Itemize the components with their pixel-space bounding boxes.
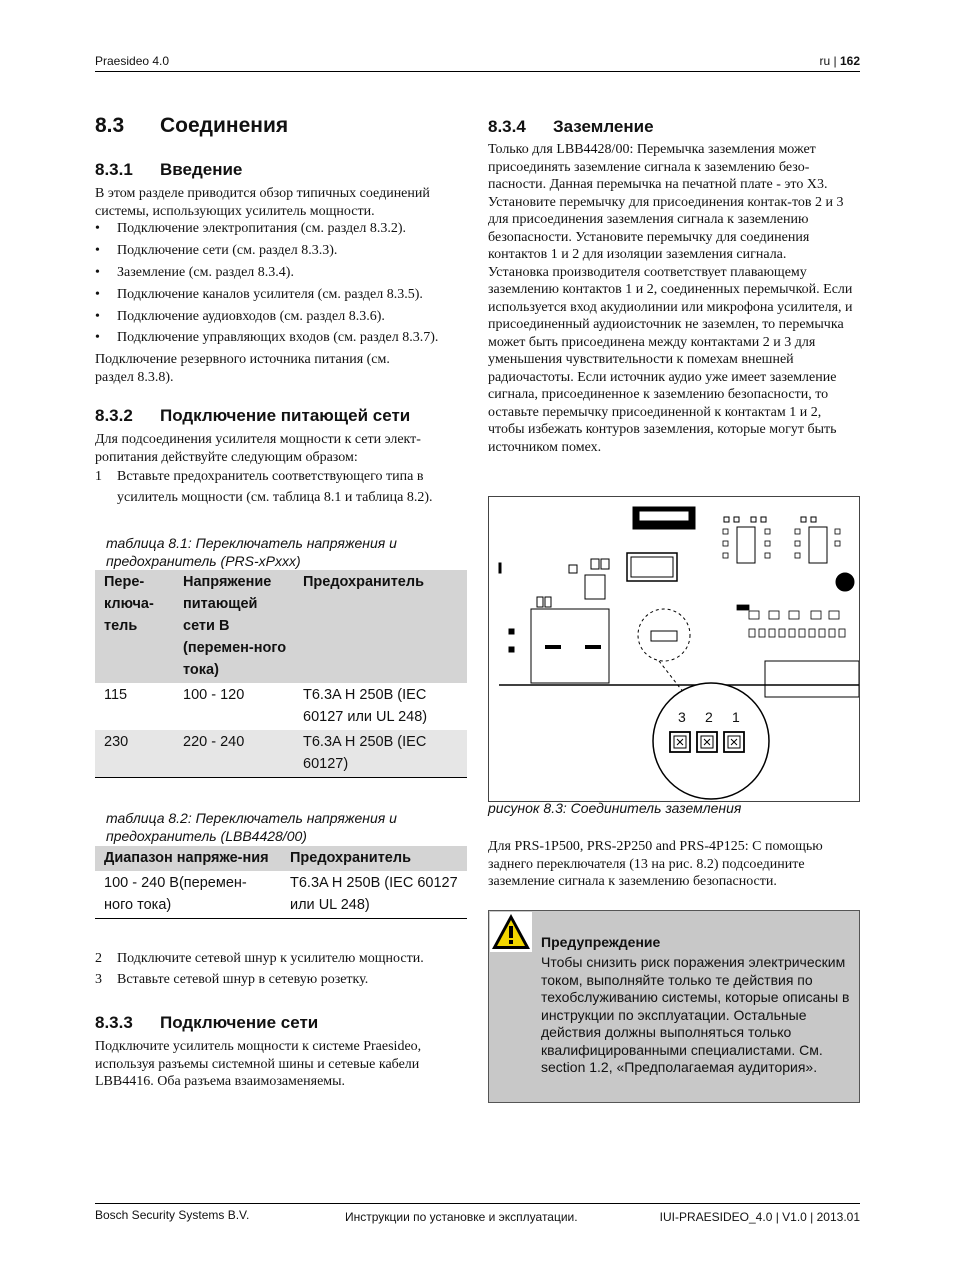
step-number: 2 bbox=[95, 951, 102, 966]
section-title: Подключение питающей сети bbox=[160, 406, 411, 425]
list-item bbox=[95, 969, 467, 990]
section-8-3-1-body bbox=[95, 185, 467, 386]
section-number: 8.3 bbox=[95, 114, 125, 137]
table-header-cell: Пере-ключа-тель bbox=[95, 570, 174, 683]
ground-connector-figure bbox=[488, 496, 860, 802]
table-cell: T6.3A H 250B (IEC 60127 или UL 248) bbox=[290, 875, 458, 913]
footer-document-id: IUI-PRAESIDEO_4.0 | V1.0 | 2013.01 bbox=[659, 1210, 860, 1224]
pin-label: 3 bbox=[678, 709, 686, 725]
connection-list bbox=[95, 220, 467, 347]
section-title: Соединения bbox=[160, 114, 289, 137]
list-item bbox=[95, 466, 467, 508]
steps-list bbox=[95, 466, 467, 508]
section-8-3-heading bbox=[95, 114, 288, 138]
table-cell: 230 bbox=[95, 730, 174, 778]
table-cell: 115 bbox=[104, 687, 128, 703]
header-page-info bbox=[820, 54, 861, 68]
table-row bbox=[95, 730, 467, 778]
table-cell: T6.3A H 250B (IEC 60127) bbox=[294, 730, 467, 778]
list-item: • Заземление (см. раздел 8.3.4). bbox=[95, 264, 467, 282]
header-rule bbox=[95, 71, 860, 72]
section-8-3-4-body bbox=[488, 141, 858, 456]
footer-company: Bosch Security Systems B.V. bbox=[95, 1208, 250, 1222]
table-1 bbox=[95, 570, 467, 778]
table-header-cell: Диапазон напряже-ния bbox=[95, 846, 281, 871]
intro-paragraph: Для подсоединения усилителя мощности к сети элект-ропитания действуйте следующим образом: bbox=[95, 432, 421, 465]
list-item: • Подключение каналов усилителя (см. раздел 8.3.5). bbox=[95, 286, 467, 304]
section-number: 8.3.4 bbox=[488, 117, 526, 136]
section-number: 8.3.3 bbox=[95, 1013, 133, 1032]
step-number: 1 bbox=[95, 469, 102, 484]
body-paragraph: Для PRS-1P500, PRS-2P250 and PRS-4P125: С помощью заднего переключателя (13 на рис. 8.2) подсоедините заземление сигнала к заземлению безопасности. bbox=[488, 839, 823, 889]
section-8-3-2-body bbox=[95, 431, 467, 508]
footer-document-title: Инструкции по установке и эксплуатации. bbox=[345, 1210, 578, 1224]
footer-rule bbox=[95, 1203, 860, 1204]
table-header-cell: Предохранитель bbox=[294, 570, 467, 683]
list-item: • Подключение сети (см. раздел 8.3.3). bbox=[95, 242, 467, 260]
warning-text: Чтобы снизить риск поражения электрическим током, выполняйте только те действия по техобслуживанию системы, которые описаны в инструкции по эксплуатации. Остальные действия должны выполняться только квалифицированными специалистами. См. section 1.2, «Предполагаемая аудитория». bbox=[541, 954, 850, 1075]
pcb-drawing bbox=[489, 497, 859, 801]
warning-box bbox=[488, 910, 860, 1103]
table-row bbox=[95, 871, 467, 919]
list-item: • Подключение управляющих входов (см. раздел 8.3.7). bbox=[95, 329, 467, 347]
section-title: Введение bbox=[160, 160, 243, 179]
list-item: • Подключение электропитания (см. раздел 8.3.2). bbox=[95, 220, 467, 238]
section-8-3-3-heading bbox=[95, 1013, 318, 1033]
steps-continued bbox=[95, 948, 467, 990]
table-2 bbox=[95, 846, 467, 919]
table-cell: 100 - 240 В(перемен-ного тока) bbox=[104, 875, 247, 913]
pin-label: 2 bbox=[705, 709, 713, 725]
step-text: Вставьте предохранитель соответствующего типа в усилитель мощности (см. таблица 8.1 и таблица 8.2). bbox=[117, 469, 433, 505]
table-header-cell: Напряжение питающей сети В (перемен-ного тока) bbox=[174, 570, 294, 683]
table-header-cell: Предохранитель bbox=[281, 846, 467, 871]
table-cell: 100 - 120 bbox=[183, 687, 245, 703]
intro-paragraph: В этом разделе приводится обзор типичных соединений системы, использующих усилитель мощности. bbox=[95, 186, 430, 219]
outro-paragraph: Подключение резервного источника питания (см. раздел 8.3.8). bbox=[95, 352, 390, 385]
step-text: Подключите сетевой шнур к усилителю мощности. bbox=[117, 951, 424, 966]
section-number: 8.3.2 bbox=[95, 406, 133, 425]
body-paragraph: Установка производителя соответствует плавающему заземлению контактов 1 и 2, соединенных перемычкой. Если используется вход акудиолинии или микрофона усилителя, и присоединенный аудиоисточник не заземлен, то перемычка может быть присоединена между контактами 2 и 3 для уменьшения чувствительности к помехам внешней радиочастоты. Если источник аудио уже имеет заземление сигнала, присоединенное к заземлению безопасности, то оставьте перемычку присоединенной к контактам 1 и 2, чтобы избежать контуров заземления, которые могут быть источником помех. bbox=[488, 264, 853, 455]
section-8-3-3-body bbox=[95, 1038, 460, 1091]
section-8-3-4-note bbox=[488, 838, 858, 891]
section-title: Подключение сети bbox=[160, 1013, 319, 1032]
steps-list bbox=[95, 948, 467, 990]
section-8-3-2-heading bbox=[95, 406, 410, 426]
section-number: 8.3.1 bbox=[95, 160, 133, 179]
warning-title: Предупреждение bbox=[541, 934, 661, 950]
table-cell: 220 - 240 bbox=[174, 730, 294, 778]
list-item: • Подключение аудиовходов (см. раздел 8.3.6). bbox=[95, 308, 467, 326]
header-lang: ru | bbox=[819, 54, 840, 68]
pin-label: 1 bbox=[732, 709, 740, 725]
table-cell: T6.3A H 250B (IEC 60127 или UL 248) bbox=[303, 687, 428, 725]
table-row bbox=[95, 683, 467, 730]
table-1-caption: таблица 8.1: Переключатель напряжения и предохранитель (PRS-xPxxx) bbox=[106, 535, 397, 569]
step-text: Вставьте сетевой шнур в сетевую розетку. bbox=[117, 972, 369, 987]
figure-caption: рисунок 8.3: Соединитель заземления bbox=[488, 800, 742, 816]
table-2-caption: таблица 8.2: Переключатель напряжения и предохранитель (LBB4428/00) bbox=[106, 810, 397, 844]
section-8-3-4-heading bbox=[488, 117, 654, 137]
list-item bbox=[95, 948, 467, 969]
section-8-3-1-heading bbox=[95, 160, 242, 180]
body-paragraph: Только для LBB4428/00: Перемычка заземления может присоединять заземление сигнала к заземлению безо-пасности. Данная перемычка на печатной плате - это X3. Установите перемычку для присоединения контак-тов 2 и 3 для присоединения заземления сигнала к заземлению безопасности. Установите перемычку для соединения контактов 1 и 2 для изоляции заземления сигнала. bbox=[488, 142, 844, 262]
warning-triangle-icon bbox=[490, 912, 532, 952]
header-page-number: 162 bbox=[839, 54, 860, 68]
section-title: Заземление bbox=[553, 117, 654, 136]
step-number: 3 bbox=[95, 972, 102, 987]
body-paragraph: Подключите усилитель мощности к системе Praesideo, используя разъемы системной шины и сетевые кабели LBB4416. Оба разъема взаимозаменяемы. bbox=[95, 1039, 422, 1089]
header-product: Praesideo 4.0 bbox=[95, 54, 170, 68]
